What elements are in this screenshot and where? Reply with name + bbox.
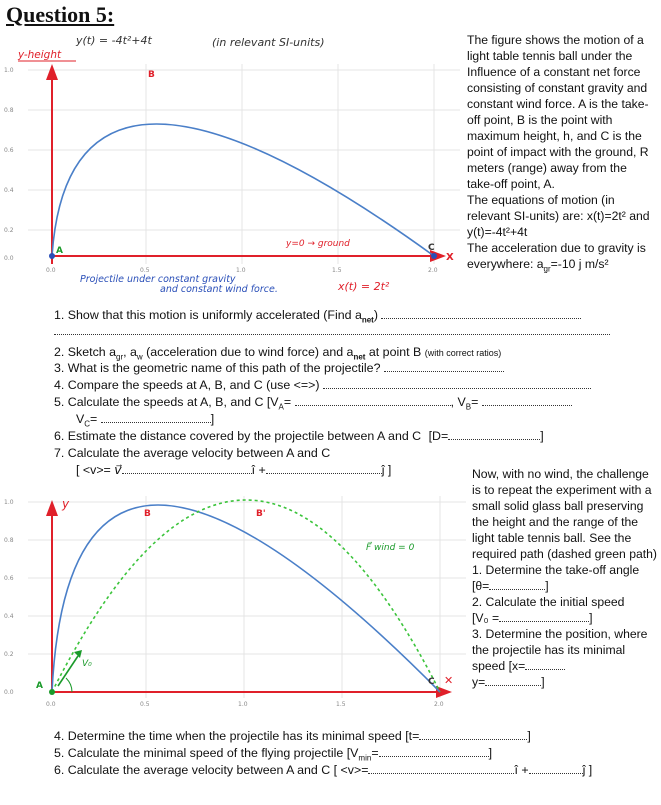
q7-text: 7. Calculate the average velocity between A and C	[54, 446, 331, 460]
q5-sub-b: B	[465, 402, 472, 412]
x-equation: x(t) = 2t²	[338, 280, 390, 293]
bottom-x-tick: 0.0	[46, 701, 56, 708]
right-item-2-close: ]	[589, 611, 593, 625]
top-x-tick: 0.5	[140, 267, 150, 274]
bottom-graph	[0, 488, 470, 710]
q5-vc-line[interactable]	[101, 412, 211, 423]
q2-note: (with correct ratios)	[424, 348, 502, 358]
q5-eq-c: =	[90, 412, 98, 426]
bottom-y-tick: 1.0	[4, 499, 14, 506]
top-y-tick: 0.2	[4, 227, 14, 234]
q4-answer-line[interactable]	[323, 378, 591, 389]
right-text	[472, 466, 658, 690]
description-p2: The equations of motion (in relevant SI-units) are: x(t)=2t² and y(t)=-4t²+4t	[467, 193, 650, 239]
caption-line-1: Projectile under constant gravity	[80, 274, 236, 285]
angle-arc	[66, 678, 72, 692]
bottom-x-tick: 2.0	[434, 701, 444, 708]
q5-eq: =	[283, 395, 292, 409]
right-item-3-text: 3. Determine the position, where the projectile has its minimal speed [x=	[472, 627, 648, 673]
y-equation: y(t) = -4t²+4t	[76, 34, 152, 47]
q5-sub-c: C	[84, 419, 91, 429]
top-y-arrow	[46, 64, 58, 80]
bottom-label-b: B	[144, 509, 151, 519]
bottom-x-tick: 1.0	[238, 701, 248, 708]
top-x-ticks	[46, 267, 438, 274]
question-1	[54, 307, 581, 328]
top-y-tick: 0.6	[4, 147, 14, 154]
height-label: y-height	[18, 49, 62, 61]
q5-va-line[interactable]	[295, 395, 451, 406]
ground-note: y=0 → ground	[286, 239, 350, 249]
q2-text-b: at point B	[365, 345, 422, 359]
page-title: Question 5:	[6, 2, 115, 27]
right-item-1	[472, 562, 658, 594]
q7-vec: v⃗	[114, 463, 122, 477]
bottom-y-tick: 0.8	[4, 537, 14, 544]
question-4	[54, 377, 591, 393]
right-item-3y	[472, 674, 658, 690]
q2-text-wind: (acceleration due to wind force) and a	[142, 345, 354, 359]
x-axis-label: X	[446, 252, 454, 263]
top-grid	[28, 64, 460, 264]
bottom-label-b-prime: B'	[256, 509, 266, 519]
gravity-value: =-10 j m/s²	[550, 257, 609, 271]
bottom-x-tick: 1.5	[336, 701, 346, 708]
top-y-tick: 0.0	[4, 255, 14, 262]
qb4-answer-line[interactable]	[419, 729, 527, 740]
bottom-y-tick: 0.6	[4, 575, 14, 582]
v0-arrow	[58, 656, 78, 686]
right-item-3y-text: y=	[472, 675, 486, 689]
q7-j-line[interactable]	[266, 463, 382, 474]
qb6-text: 6. Calculate the average velocity between A and C [ <v>=	[54, 763, 369, 777]
qb6-j-line[interactable]	[529, 763, 583, 774]
bottom-grid	[28, 496, 466, 698]
q1-answer-line[interactable]	[381, 308, 581, 319]
q1-sub: net	[361, 315, 374, 325]
q7-j-hat: ĵ ]	[381, 463, 392, 477]
bottom-y-tick: 0.4	[4, 613, 14, 620]
q2-sub-w: w	[136, 352, 143, 362]
question-3	[54, 360, 504, 376]
qb5-answer-line[interactable]	[379, 746, 489, 757]
q1-answer-line-2[interactable]	[54, 334, 610, 335]
top-point-c	[431, 253, 437, 259]
top-x-tick: 0.0	[46, 267, 56, 274]
q6-close: ]	[540, 429, 544, 443]
bottom-y-label: y	[62, 497, 70, 511]
v0-answer-line[interactable]	[499, 611, 589, 622]
q6-text: 6. Estimate the distance covered by the projectile between A and C	[54, 429, 422, 443]
q2-sub-net: net	[353, 352, 366, 362]
qb4-text: 4. Determine the time when the projectile has its minimal speed [t=	[54, 729, 420, 743]
q5-close: ]	[210, 412, 215, 426]
question-7	[54, 445, 330, 461]
q1-close: )	[373, 308, 378, 322]
top-y-tick: 0.4	[4, 187, 14, 194]
right-item-2: 2. Calculate the initial speed	[472, 595, 625, 609]
q5-eq-b: =	[471, 395, 479, 409]
top-x-tick: 2.0	[428, 267, 438, 274]
label-c: C	[428, 243, 435, 253]
q2-text: 2. Sketch a	[54, 345, 116, 359]
q3-answer-line[interactable]	[384, 361, 504, 372]
q4-text: 4. Compare the speeds at A, B, and C (use <=>)	[54, 378, 320, 392]
qb5-eq: =	[371, 746, 379, 760]
right-intro: Now, with no wind, the challenge is to repeat the experiment with a small solid glass ball preserving the height and the range of the light table tennis ball. See the required path (dashed green path)	[472, 467, 657, 561]
description-p1: The figure shows the motion of a light table tennis ball under the Influence of a constant net force consisting of constant gravity and constant wind force. A is the take-off point, B is the point with maximum height, h, and C is the point of impact with the ground, R meters (range) away from the take-off point, A.	[467, 33, 649, 191]
question-b4	[54, 728, 531, 744]
units-note: (in relevant SI-units)	[212, 36, 325, 49]
bottom-label-a: A	[36, 681, 43, 691]
label-a: A	[56, 246, 63, 256]
description	[467, 32, 655, 277]
top-point-a	[49, 253, 55, 259]
q6-answer-line[interactable]	[448, 429, 540, 440]
gravity-sub: gr	[543, 264, 551, 274]
gravity-text: The acceleration due to gravity is everywhere: a	[467, 241, 646, 271]
right-item-3-close: ]	[541, 675, 545, 689]
label-b: B	[148, 70, 155, 80]
top-y-ticks	[4, 67, 14, 262]
q7-i-hat: î +	[251, 463, 266, 477]
bottom-label-c: C	[428, 677, 435, 687]
q7-i-line[interactable]	[122, 463, 252, 474]
bottom-x-marker: ✕	[444, 674, 454, 687]
qb4-close: ]	[527, 729, 531, 743]
bottom-y-ticks	[4, 499, 14, 696]
question-b6	[54, 762, 592, 778]
top-x-tick: 1.5	[332, 267, 342, 274]
q5-sub-a: A	[278, 402, 284, 412]
bottom-x-ticks	[46, 701, 444, 708]
v0-label: V₀	[82, 659, 92, 669]
qb6-i-hat: î +	[514, 763, 529, 777]
right-item-3	[472, 626, 658, 674]
bottom-y-tick: 0.2	[4, 651, 14, 658]
q5-vc: V	[76, 412, 85, 426]
q3-text: 3. What is the geometric name of this path of the projectile?	[54, 361, 381, 375]
top-y-tick: 1.0	[4, 67, 14, 74]
q1-text: 1. Show that this motion is uniformly accelerated (Find a	[54, 308, 362, 322]
caption-line-2: and constant wind force.	[160, 284, 278, 294]
right-item-1-close: ]	[545, 579, 549, 593]
qb6-i-line[interactable]	[368, 763, 514, 774]
q5-vb-line[interactable]	[482, 395, 572, 406]
qb5-text: 5. Calculate the minimal speed of the flying projectile [V	[54, 746, 359, 760]
right-item-1-text: 1. Determine the take-off angle [θ=	[472, 563, 640, 593]
question-6	[54, 428, 544, 444]
top-x-tick: 1.0	[236, 267, 246, 274]
bottom-trajectory-blue	[52, 505, 440, 692]
q5-vb: , V	[450, 395, 466, 409]
q2-sub-gr: gr	[116, 352, 124, 362]
q6-open: [D=	[428, 429, 449, 443]
top-graph	[0, 24, 462, 294]
q2-text-aw: , a	[123, 345, 137, 359]
qb6-j-hat: ĵ ]	[582, 763, 593, 777]
y-answer-line[interactable]	[485, 675, 541, 686]
bottom-x-tick: 0.5	[140, 701, 150, 708]
wind-label: F⃗ wind = 0	[366, 543, 415, 553]
bottom-point-a	[49, 689, 55, 695]
bottom-y-tick: 0.0	[4, 689, 14, 696]
x-answer-line[interactable]	[525, 659, 565, 670]
question-7-answer	[76, 462, 391, 478]
right-item-2b-text: [V₀ =	[472, 611, 500, 625]
theta-answer-line[interactable]	[489, 579, 545, 590]
q7-avg: [ <v>=	[76, 463, 111, 477]
q5-text: 5. Calculate the speeds at A, B, and C [V	[54, 395, 279, 409]
top-y-tick: 0.8	[4, 107, 14, 114]
qb5-close: ]	[488, 746, 493, 760]
description-p3	[467, 240, 655, 277]
bottom-trajectory-green	[52, 500, 440, 692]
right-item-2b	[472, 610, 658, 626]
qb5-sub: min	[358, 753, 372, 763]
